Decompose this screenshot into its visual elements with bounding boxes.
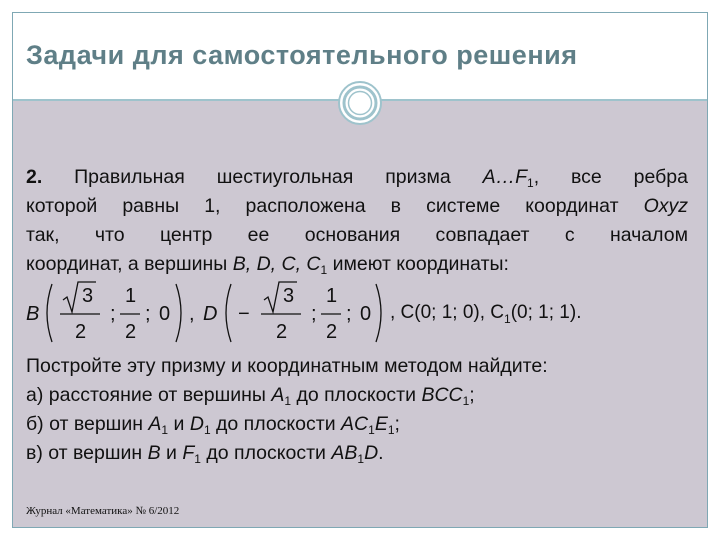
task-intro: Постройте эту призму и координатным методом найдите: bbox=[26, 355, 548, 377]
text-span: в) от вершин bbox=[26, 442, 148, 464]
text-span: до плоскости bbox=[291, 384, 422, 406]
subscript: 1 bbox=[527, 176, 534, 190]
formula-den-B1: 2 bbox=[75, 321, 87, 343]
formula-zero-B: 0 bbox=[159, 303, 171, 325]
point: B bbox=[147, 442, 161, 464]
subscript: 1 bbox=[194, 452, 201, 466]
subscript: 1 bbox=[203, 423, 211, 437]
plane: BCC bbox=[421, 384, 463, 406]
formula-minus: − bbox=[238, 303, 250, 325]
text-span: координат, а вершины bbox=[26, 253, 233, 275]
coordinates-formula bbox=[26, 278, 666, 348]
subscript: 1 bbox=[320, 263, 328, 277]
problem-text bbox=[26, 163, 688, 279]
formula-num-one-D: 1 bbox=[326, 285, 338, 307]
formula-semicolon: ; bbox=[311, 303, 317, 325]
formula-semicolon: ; bbox=[110, 303, 116, 325]
prism-name: A…F bbox=[482, 166, 528, 188]
formula-num-root-B: 3 bbox=[82, 285, 94, 307]
formula-label-D: D bbox=[203, 303, 218, 325]
text-span: которой равны 1, расположена в системе координат bbox=[26, 195, 644, 217]
text-span: ; bbox=[394, 413, 400, 435]
problem-number: 2. bbox=[26, 166, 43, 188]
coord-system: Oxyz bbox=[643, 195, 688, 217]
text-span: и bbox=[168, 413, 190, 435]
formula-num-root-D: 3 bbox=[283, 285, 295, 307]
subscript: 1 bbox=[357, 452, 365, 466]
formula-semicolon: ; bbox=[346, 303, 352, 325]
c1-coords: (0; 1; 1). bbox=[510, 302, 582, 323]
subscript: 1 bbox=[504, 312, 511, 326]
slide-title: Задачи для самостоятельного решения bbox=[26, 40, 578, 70]
problem-line-3: так, что центр ее основания совпадает с началом bbox=[26, 224, 688, 246]
text-span: Правильная шестиугольная призма bbox=[42, 166, 483, 188]
task-item-c bbox=[26, 439, 688, 468]
formula-comma: , bbox=[189, 303, 195, 325]
formula-den-D1: 2 bbox=[276, 321, 288, 343]
subscript: 1 bbox=[368, 423, 375, 437]
subscript: 1 bbox=[462, 394, 470, 408]
text-span: до плоскости bbox=[200, 442, 332, 464]
task-text bbox=[26, 352, 688, 468]
text-span: а) расстояние от вершины bbox=[26, 384, 272, 406]
formula-den-B2: 2 bbox=[125, 321, 137, 343]
formula-label-B: B bbox=[26, 303, 40, 325]
plane: E bbox=[374, 413, 388, 435]
formula-den-D2: 2 bbox=[326, 321, 338, 343]
point: F bbox=[182, 442, 195, 464]
subscript: 1 bbox=[161, 423, 169, 437]
text-span: б) от вершин bbox=[26, 413, 149, 435]
point: D bbox=[189, 413, 204, 435]
text-span: до плоскости bbox=[210, 413, 342, 435]
circle-ornament-icon bbox=[337, 80, 383, 126]
subscript: 1 bbox=[284, 394, 292, 408]
plane: D bbox=[364, 442, 379, 464]
problem-line-4 bbox=[26, 250, 688, 279]
formula-semicolon: ; bbox=[145, 303, 151, 325]
plane: AC bbox=[341, 413, 369, 435]
formula-zero-D: 0 bbox=[360, 303, 372, 325]
subscript: 1 bbox=[387, 423, 395, 437]
problem-line-2 bbox=[26, 192, 688, 221]
text-span: имеют координаты: bbox=[327, 253, 509, 275]
point: A bbox=[271, 384, 285, 406]
formula-num-one-B: 1 bbox=[125, 285, 137, 307]
task-item-b bbox=[26, 410, 688, 439]
text-span: . bbox=[378, 442, 384, 464]
plane: AB bbox=[331, 442, 358, 464]
vertex-list: B, D, C, C bbox=[232, 253, 321, 275]
text-span: ; bbox=[469, 384, 475, 406]
problem-line-1 bbox=[26, 163, 688, 192]
task-item-a bbox=[26, 381, 688, 410]
text-span: и bbox=[160, 442, 183, 464]
c-coords: , C(0; 1; 0), C bbox=[390, 302, 505, 323]
formula-C-coords bbox=[390, 302, 581, 326]
text-span: , все ребра bbox=[533, 166, 689, 188]
footer-source: Журнал «Математика» № 6/2012 bbox=[26, 505, 180, 517]
point: A bbox=[148, 413, 162, 435]
